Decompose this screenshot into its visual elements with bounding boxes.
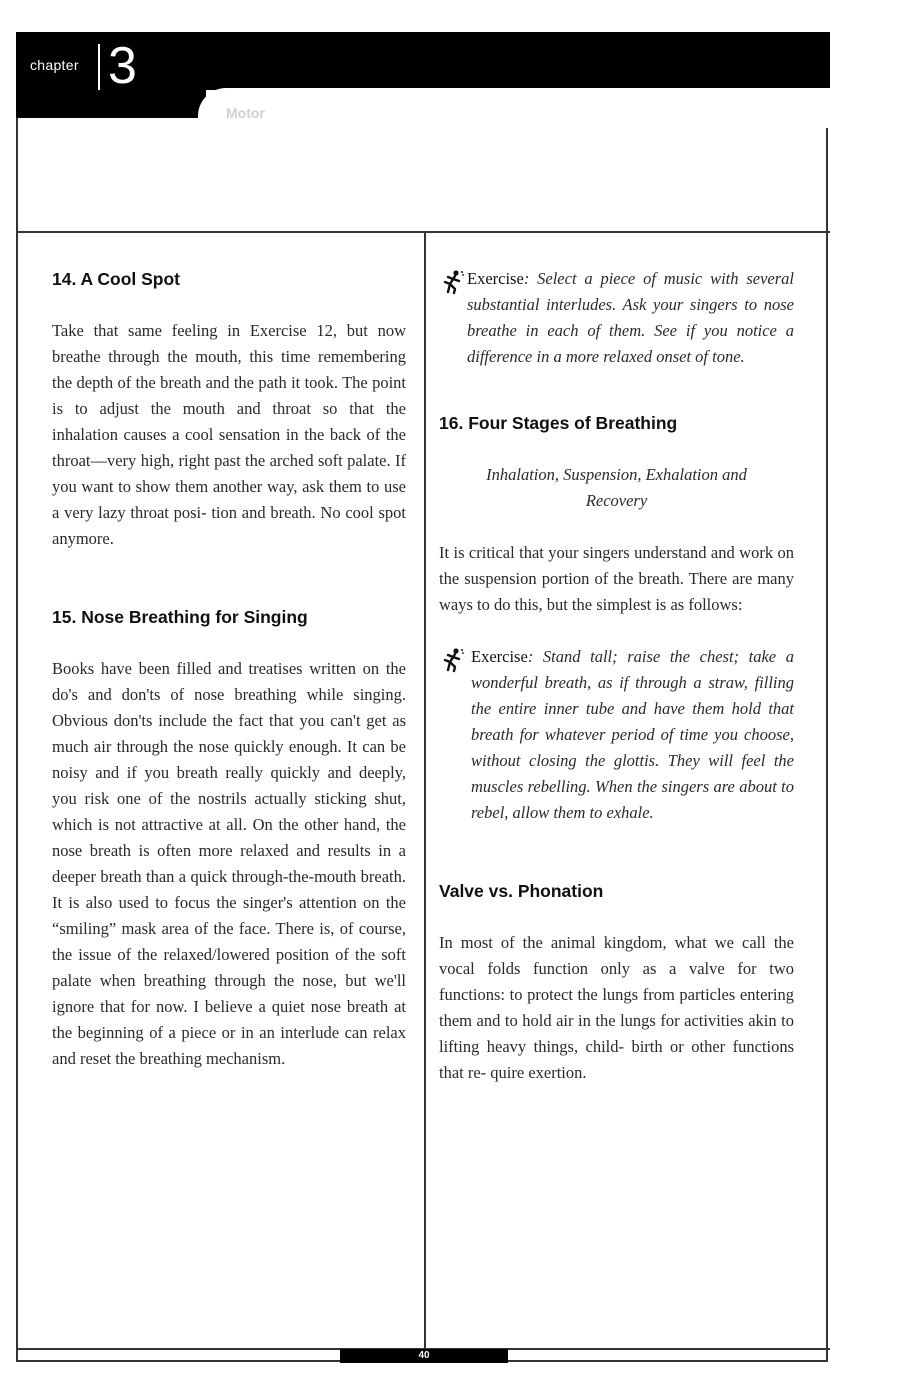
section-16-body: It is critical that your singers understand and work on the suspension portion of the breath. There are many ways to do this, but the simplest is as follows: <box>439 543 794 614</box>
exercise-2-text: : Stand tall; raise the chest; take a wonderful breath, as if through a straw, filling the entire inner tube and have them hold that breath for whatever period of time you choose, without closing the glottis. They will feel the muscles rebelling. When the singers are about to rebel, allow them to exhale. <box>471 647 794 822</box>
section-14-body: Take that same feeling in Exercise 12, but now breathe through the mouth, this time remembering the depth of the breath and the path it took. The point is to adjust the mouth and throat so that the inhalation causes a cool sensation in the back of the throat—very high, right past the arched soft palate. If you want to show them another way, ask them to use a very lazy throat posi- tion and breath. No cool spot anymore. <box>52 321 406 548</box>
exercise-1-label: Exercise <box>467 269 524 288</box>
valve-body: In most of the animal kingdom, what we call the vocal folds function only as a valve for two functions: to protect the lungs from particles entering them and to hold air in the lungs for activities akin to lifting heavy things, child- birth or other functions that re- quire exertion. <box>439 933 794 1082</box>
exercise-2 <box>439 644 794 826</box>
page-number: 40 <box>418 1350 430 1361</box>
left-column <box>52 266 406 1072</box>
section-tab <box>198 88 830 128</box>
section-16-subtitle: Inhalation, Suspension, Exhalation and Recovery <box>486 465 747 510</box>
valve-heading: Valve vs. Phonation <box>439 881 604 901</box>
column-divider <box>424 231 426 1351</box>
chapter-number: 3 <box>108 37 137 95</box>
exercise-figure-icon <box>439 647 465 673</box>
section-14-heading: 14. A Cool Spot <box>52 269 181 289</box>
header-rule <box>16 231 830 233</box>
exercise-figure-icon <box>439 269 465 295</box>
section-15-heading: 15. Nose Breathing for Singing <box>52 607 308 627</box>
right-column <box>439 266 794 1086</box>
chapter-label: chapter <box>30 57 79 73</box>
section-15-body: Books have been filled and treatises written on the do's and don'ts of nose breathing while singing. Obvious don'ts include the fact that you can't get as much air through the nose quickly enough. It can be noisy and if you breath really quickly and deeply, you risk one of the nostrils actually sticking shut, which is not attractive at all. On the other hand, the nose breath is often more relaxed and results in a deeper breath than a quick through-the-mouth breath. It is also used to focus the singer's attention on the “smiling” mask area of the face. There is, of course, the issue of the relaxed/lowered position of the soft palate when breathing through the nose, but we'll ignore that for now. I believe a quiet nose breath at the beginning of a piece or in an interlude can relax and reset the breathing mechanism. <box>52 659 406 1068</box>
exercise-2-label: Exercise <box>471 647 528 666</box>
chapter-divider <box>98 44 100 90</box>
exercise-1 <box>439 266 794 370</box>
section-label: Motor <box>226 105 265 121</box>
section-16-heading: 16. Four Stages of Breathing <box>439 413 678 433</box>
exercise-1-text: : Select a piece of music with several substantial interludes. Ask your singers to nose breathe in each of them. See if you notice a difference in a more relaxed onset of tone. <box>467 269 794 366</box>
chapter-header-bar <box>16 32 830 90</box>
